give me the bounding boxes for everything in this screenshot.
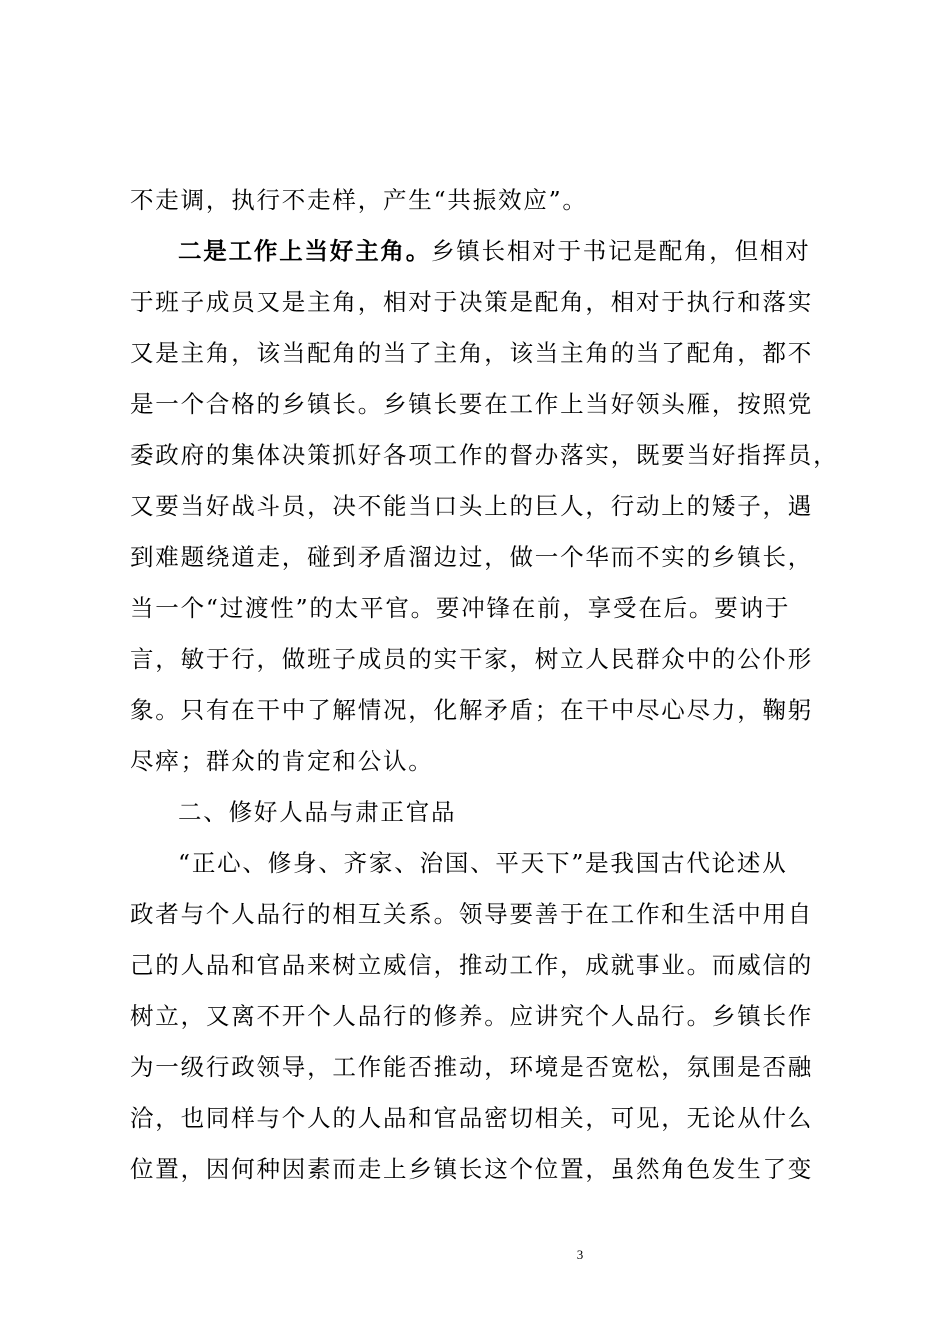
text-line: 委政府的集体决策抓好各项工作的督办落实，既要当好指挥员， bbox=[130, 441, 839, 469]
text-line: 树立，又离不开个人品行的修养。应讲究个人品行。乡镇长作 bbox=[130, 1002, 814, 1030]
paragraph-lead-bold: 二是工作上当好主角。 bbox=[178, 237, 431, 265]
section-heading: 二、修好人品与肃正官品 bbox=[178, 798, 457, 826]
text-line: 于班子成员又是主角，相对于决策是配角，相对于执行和落实 bbox=[130, 288, 814, 316]
text-line: 象。只有在干中了解情况，化解矛盾；在干中尽心尽力，鞠躬 bbox=[130, 696, 814, 724]
text-line: 又是主角，该当配角的当了主角，该当主角的当了配角，都不 bbox=[130, 339, 814, 367]
text-line: 尽瘁；群众的肯定和公认。 bbox=[130, 747, 434, 775]
text-line: 己的人品和官品来树立威信，推动工作，成就事业。而威信的 bbox=[130, 951, 814, 979]
text-line: 言，敏于行，做班子成员的实干家，树立人民群众中的公仆形 bbox=[130, 645, 814, 673]
text-line: 政者与个人品行的相互关系。领导要善于在工作和生活中用自 bbox=[130, 900, 814, 928]
text-line: 为一级行政领导，工作能否推动，环境是否宽松，氛围是否融 bbox=[130, 1053, 814, 1081]
text-line: 不走调，执行不走样，产生“共振效应”。 bbox=[130, 186, 588, 214]
text-line: 是一个合格的乡镇长。乡镇长要在工作上当好领头雁，按照党 bbox=[130, 390, 814, 418]
text-line: “正心、修身、齐家、治国、平天下”是我国古代论述从 bbox=[178, 849, 788, 877]
text-line: 洽，也同样与个人的人品和官品密切相关，可见，无论从什么 bbox=[130, 1104, 814, 1132]
text-line: 又要当好战斗员，决不能当口头上的巨人，行动上的矮子，遇 bbox=[130, 492, 814, 520]
text-line: 到难题绕道走，碰到矛盾溜边过，做一个华而不实的乡镇长， bbox=[130, 543, 814, 571]
text-line: 位置，因何种因素而走上乡镇长这个位置，虽然角色发生了变 bbox=[130, 1155, 814, 1183]
page-number: 3 bbox=[576, 1247, 584, 1262]
paragraph-lead-text: 乡镇长相对于书记是配角，但相对 bbox=[431, 237, 811, 265]
paragraph-first-line bbox=[178, 236, 811, 266]
text-line: 当一个“过渡性”的太平官。要冲锋在前，享受在后。要讷于 bbox=[130, 594, 791, 622]
